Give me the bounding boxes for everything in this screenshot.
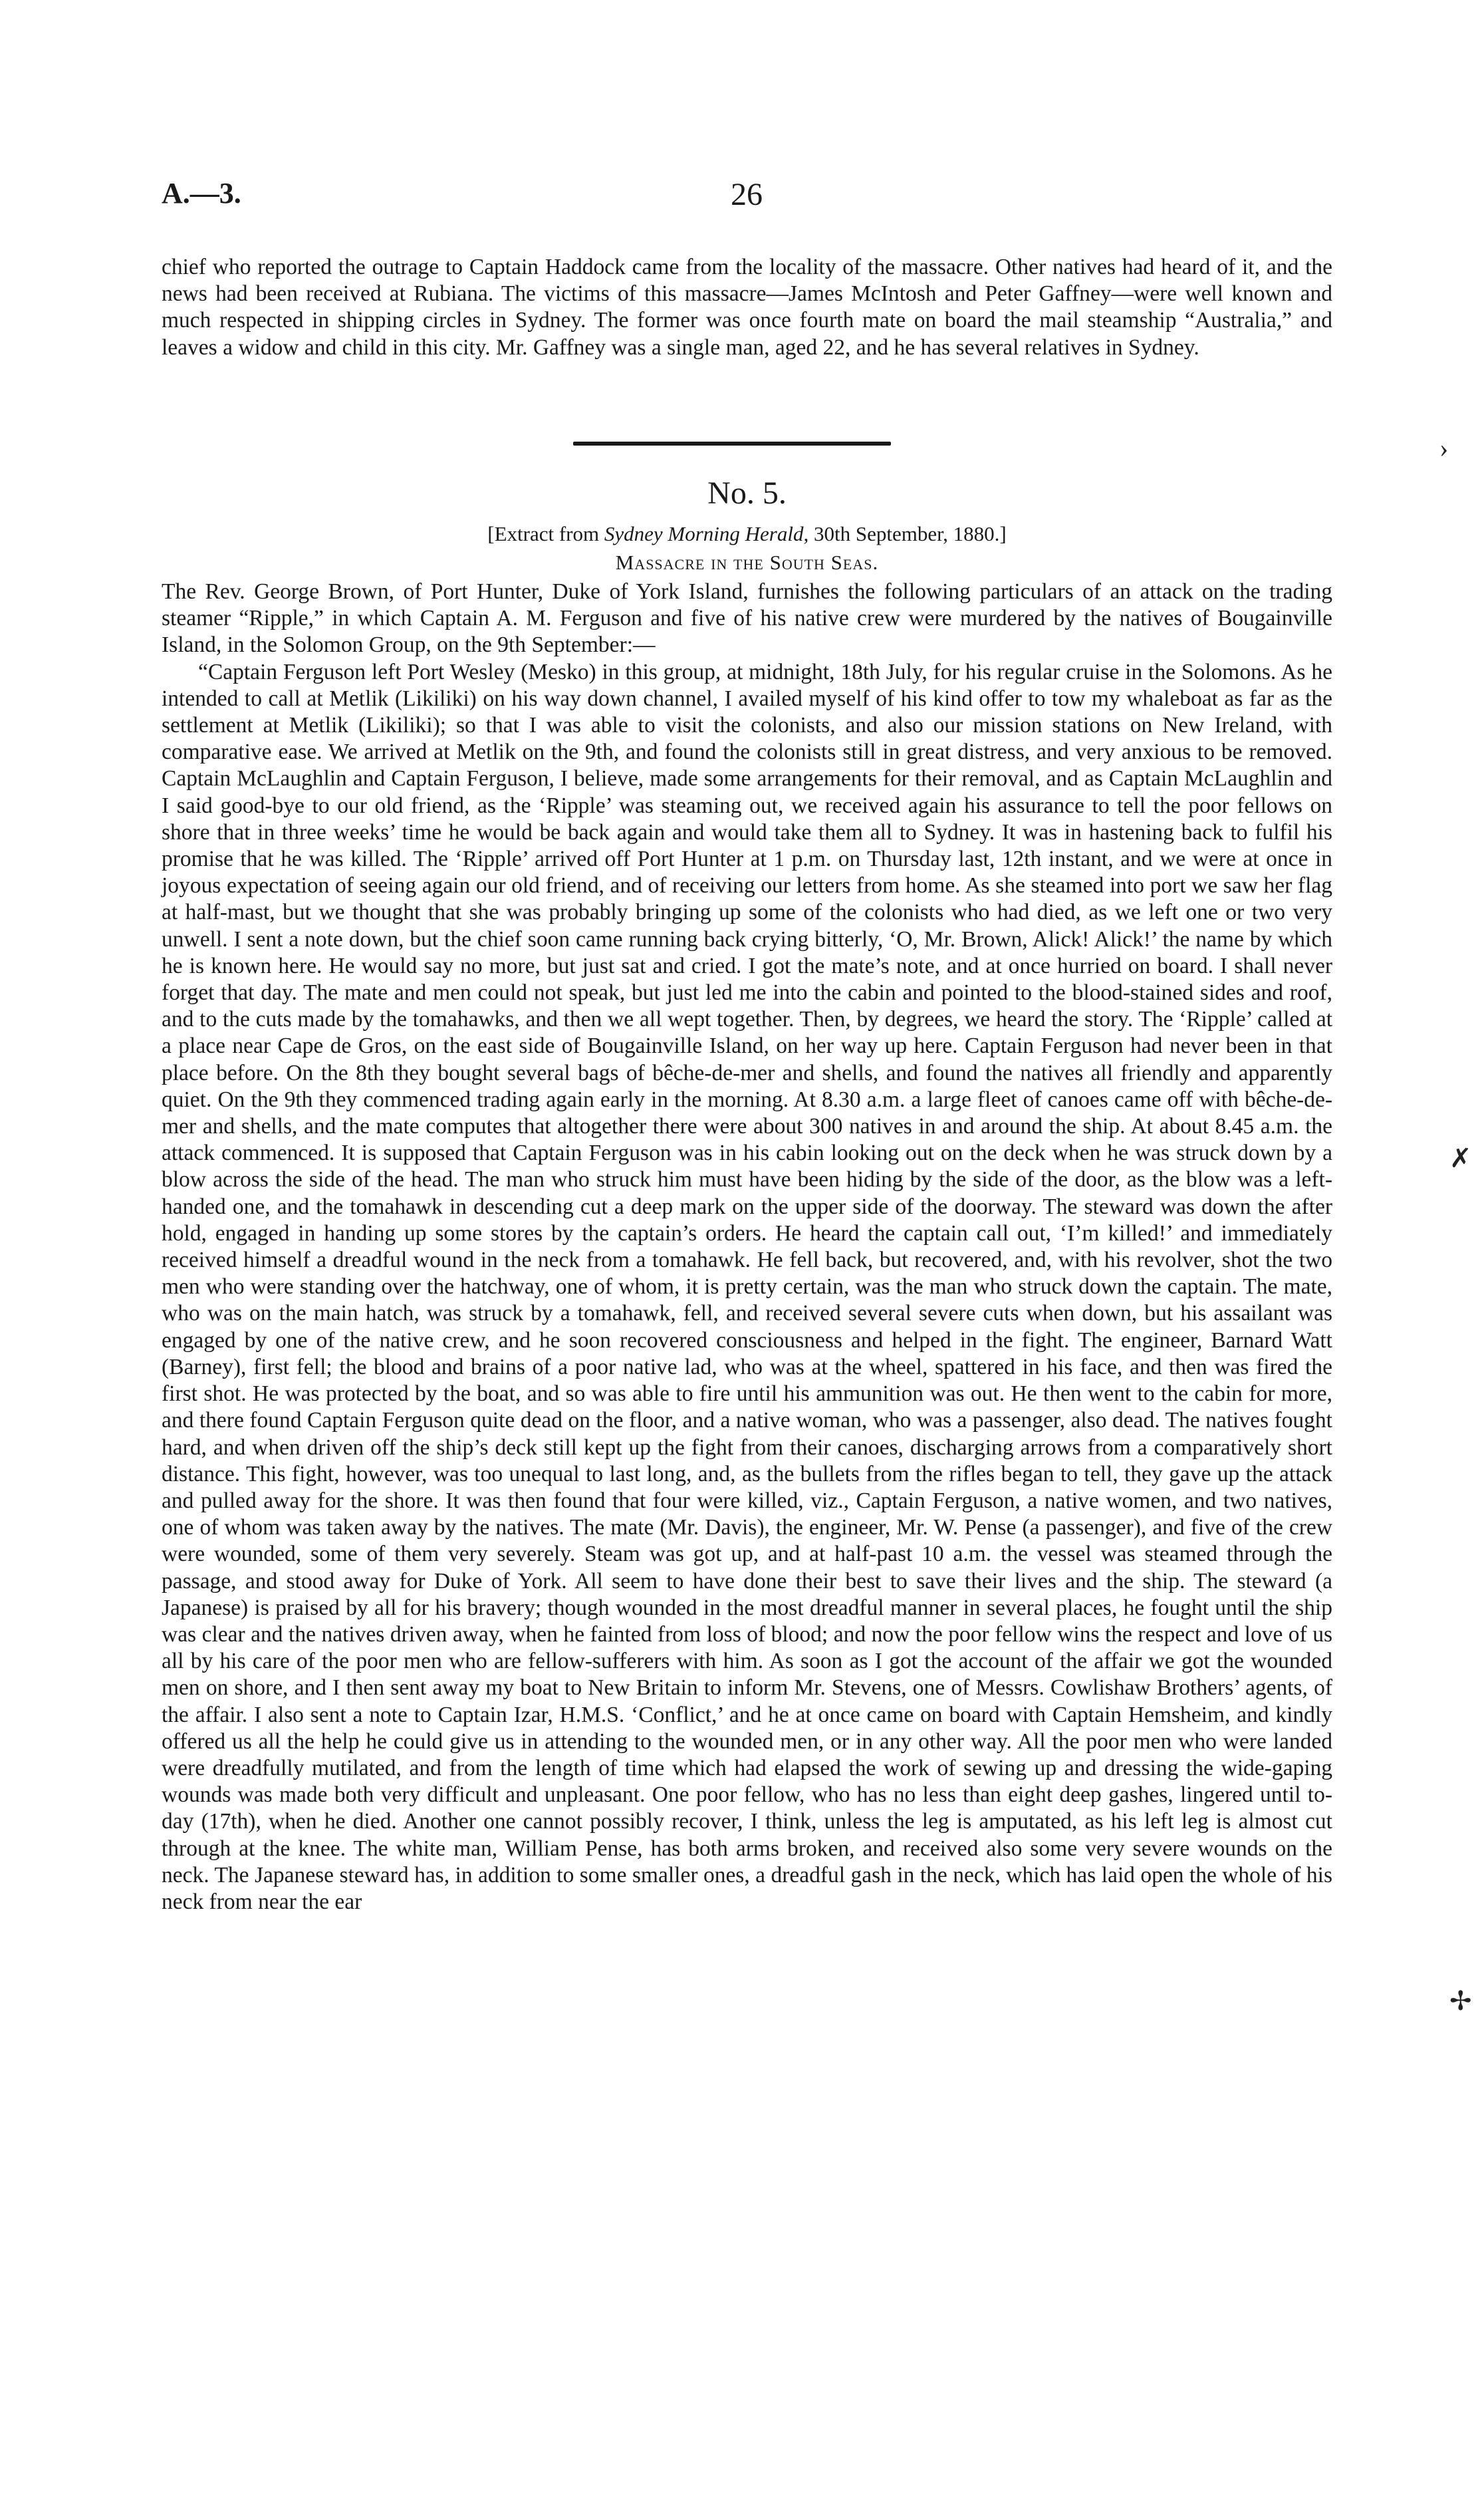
article-headline [162,551,1332,575]
intro-paragraph-block [162,254,1332,361]
margin-mark: ✗ [1449,1143,1472,1173]
margin-mark: ✢ [1449,1986,1472,2016]
source-prefix: [Extract from [487,522,604,545]
body-paragraph-letter: “Captain Ferguson left Port Wesley (Mesko) in this group, at midnight, 18th July, for his regular cruise in the Solomons. As he intended to call at Metlik (Likiliki) on his way down channel, I availed myself of his kind offer to tow my whaleboat as far as the settlement at Metlik (Likiliki); so that I was able to visit the colonists, and also our mission stations on New Ireland, with comparative ease. We arrived at Metlik on the 9th, and found the colonists still in great distress, and very anxious to be removed. Captain McLaughlin and Captain Ferguson, I believe, made some arrangements for their removal, and as Captain McLaughlin and I said good-bye to our old friend, as the ‘Ripple’ was steaming out, we received again his assurance to tell the poor fellows on shore that in three weeks’ time he would be back again and would take them all to Sydney. It was in hastening back to fulfil his promise that he was killed. The ‘Ripple’ arrived off Port Hunter at 1 p.m. on Thursday last, 12th instant, and we were at once in joyous expectation of seeing again our old friend, and of receiving our letters from home. As she steamed into port we saw her flag at half-mast, but we thought that she was probably bringing up some of the colonists who had died, as we left one or two very unwell. I sent a note down, but the chief soon came running back crying bitterly, ‘O, Mr. Brown, Alick! Alick!’ the name by which he is known here. He would say no more, but just sat and cried. I got the mate’s note, and at once hurried on board. I shall never forget that day. The mate and men could not speak, but just led me into the cabin and pointed to the blood-stained sides and roof, and to the cuts made by the tomahawks, and then we all wept together. Then, by degrees, we heard the story. The ‘Ripple’ called at a place near Cape de Gros, on the east side of Bougainville Island, on her way up here. Captain Ferguson had never been in that place before. On the 8th they bought several bags of bêche-de-mer and shells, and found the natives all friendly and apparently quiet. On the 9th they commenced trading again early in the morning. At 8.30 a.m. a large fleet of canoes came off with bêche-de-mer and shells, and the mate computes that altogether there were about 300 natives in and around the ship. At about 8.45 a.m. the attack commenced. It is supposed that Captain Ferguson was in his cabin looking out on the deck when he was struck down by a blow across the side of the head. The man who struck him must have been hiding by the side of the door, as the blow was a left-handed one, and the tomahawk in descending cut a deep mark on the upper side of the doorway. The steward was down the after hold, engaged in handing up some stores by the captain’s orders. He heard the captain call out, ‘I’m killed!’ and immediately received himself a dreadful wound in the neck from a tomahawk. He fell back, but recovered, and, with his revolver, shot the two men who were standing over the hatchway, one of whom, it is pretty certain, was the man who struck down the captain. The mate, who was on the main hatch, was struck by a tomahawk, fell, and received several severe cuts when down, but his assailant was engaged by one of the native crew, and he soon recovered consciousness and helped in the fight. The engineer, Barnard Watt (Barney), first fell; the blood and brains of a poor native lad, who was at the wheel, spattered in his face, and then was fired the first shot. He was protected by the boat, and so was able to fire until his ammunition was out. He then went to the cabin for more, and there found Captain Ferguson quite dead on the floor, and a native woman, who was a passenger, also dead. The natives fought hard, and when driven off the ship’s deck still kept up the fight from their canoes, discharging arrows from a comparatively short distance. This fight, however, was too unequal to last long, and, as the bullets from the rifles began to tell, they gave up the attack and pulled away for the shore. It was then found that four were killed, viz., Captain Ferguson, a native women, and two natives, one of whom was taken away by the natives. The mate (Mr. Davis), the engineer, Mr. W. Pense (a passenger), and five of the crew were wounded, some of them very severely. Steam was got up, and at half-past 10 a.m. the vessel was steamed through the passage, and stood away for Duke of York. All seem to have done their best to save their lives and the ship. The steward (a Japanese) is praised by all for his bravery; though wounded in the most dreadful manner in several places, he fought until the ship was clear and the natives driven away, when he fainted from loss of blood; and now the poor fellow wins the respect and love of us all by his care of the poor men who are fellow-sufferers with him. As soon as I got the account of the affair we got the wounded men on shore, and I then sent away my boat to New Britain to inform Mr. Stevens, one of Messrs. Cowlishaw Brothers’ agents, of the affair. I also sent a note to Captain Izar, H.M.S. ‘Conflict,’ and he at once came on board with Captain Hemsheim, and kindly offered us all the help he could give us in attending to the wounded men, or in any other way. All the poor men who were landed were dreadfully mutilated, and from the length of time which had elapsed the work of sewing up and dressing the wide-gaping wounds was made both very difficult and unpleasant. One poor fellow, who has no less than eight deep gashes, lingered until to-day (17th), when he died. Another one cannot possibly recover, I think, unless the leg is amputated, as his left leg is almost cut through at the knee. The white man, William Pense, has both arms broken, and received also some very severe wounds on the neck. The Japanese steward has, in addition to some smaller ones, a dreadful gash in the neck, which has laid open the whole of his neck from near the ear [162,659,1332,1914]
source-suffix: 30th September, 1880.] [808,522,1007,545]
source-paper: Sydney Morning Herald, [604,522,809,545]
section-divider [573,442,891,446]
intro-paragraph: chief who reported the outrage to Captain Haddock came from the locality of the massacre. Other natives had heard of it, and the news had been received at Rubiana. The victims of this massacre—James McIntosh and Peter Gaffney—were well known and much respected in shipping circles in Sydney. The former was once fourth mate on board the mail steamship “Australia,” and leaves a widow and child in this city. Mr. Gaffney was a single man, aged 22, and he has several relatives in Sydney. [162,255,1332,360]
page-header [162,176,1332,229]
body-paragraph-lead: The Rev. George Brown, of Port Hunter, Duke of York Island, furnishes the following particulars of an attack on the trading steamer “Ripple,” in which Captain A. M. Ferguson and five of his native crew were murdered by the natives of Bougainville Island, in the Solomon Group, on the 9th September:— [162,579,1332,658]
article-body [162,579,1332,1915]
document-id: A.—3. [162,177,241,209]
section-number: No. 5. [707,476,787,511]
source-citation [162,522,1332,546]
margin-mark: › [1439,433,1449,463]
page-number: 26 [731,177,763,212]
headline-text: Massacre in the South Seas. [615,551,879,574]
